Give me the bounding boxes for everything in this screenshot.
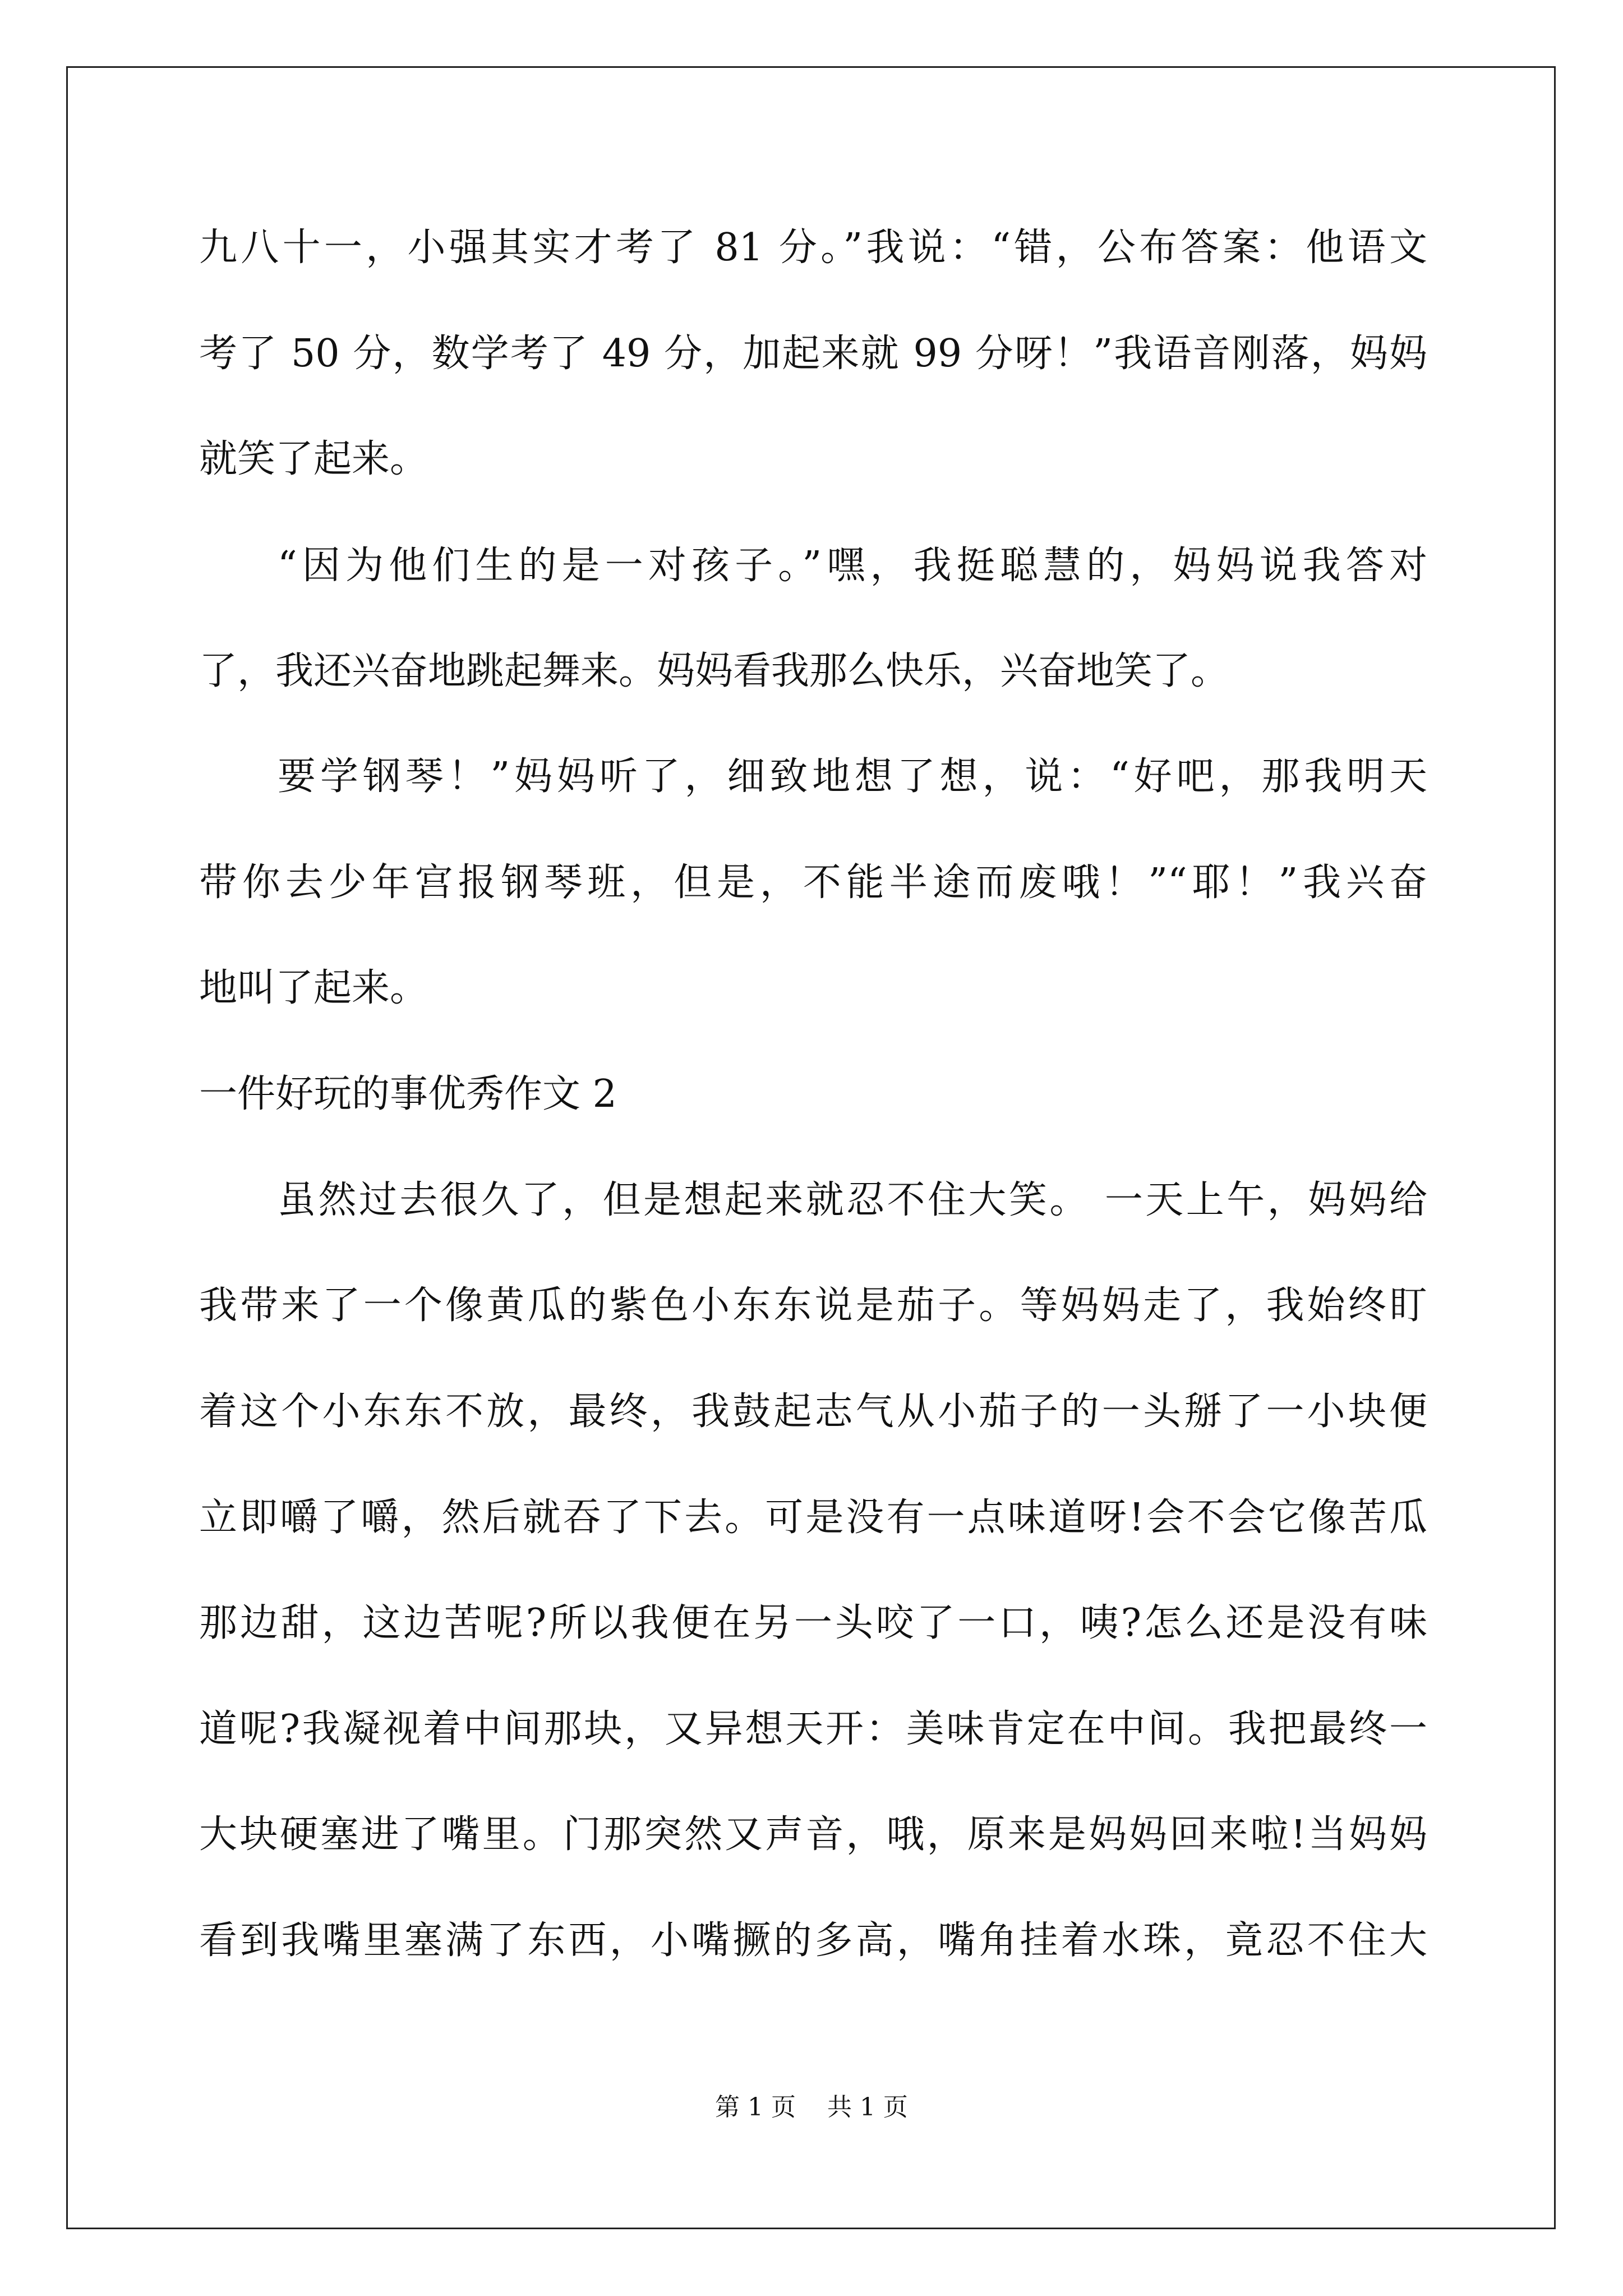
- text-line: 虽然过去很久了，但是想起来就忍不住大笑。 一天上午，妈妈给: [278, 1178, 1427, 1222]
- text-line: 看到我嘴里塞满了东西，小嘴撅的多高，嘴角挂着水珠，竟忍不住大: [199, 1918, 1427, 1963]
- text-line: 我带来了一个像黄瓜的紫色小东东说是茄子。等妈妈走了，我始终盯: [199, 1283, 1427, 1328]
- text-line: 带你去少年宫报钢琴班，但是，不能半途而废哦！”“耶！”我兴奋: [199, 861, 1427, 905]
- text-line: 大块硬塞进了嘴里。门那突然又声音，哦，原来是妈妈回来啦!当妈妈: [199, 1812, 1427, 1857]
- text-line: “因为他们生的是一对孩子。”嘿，我挺聪慧的，妈妈说我答对: [278, 544, 1427, 588]
- text-line: 了，我还兴奋地跳起舞来。妈妈看我那么快乐，兴奋地笑了。: [199, 649, 1229, 693]
- section-heading: 一件好玩的事优秀作文 2: [199, 1072, 617, 1116]
- text-line: 道呢?我凝视着中间那块，又异想天开：美味肯定在中间。我把最终一: [199, 1707, 1427, 1751]
- text-line: 就笑了起来。: [199, 437, 428, 481]
- text-line: 要学钢琴！”妈妈听了，细致地想了想，说：“好吧，那我明天: [278, 754, 1427, 799]
- page-border: [66, 66, 1556, 2229]
- text-line: 立即嚼了嚼，然后就吞了下去。可是没有一点味道呀!会不会它像苦瓜: [199, 1496, 1427, 1540]
- page-number-footer: 第 1 页 共 1 页: [715, 2093, 908, 2122]
- text-line: 地叫了起来。: [199, 966, 428, 1010]
- text-line: 考了 50 分，数学考了 49 分，加起来就 99 分呀！”我语音刚落，妈妈: [199, 332, 1427, 376]
- text-line: 九八十一，小强其实才考了 81 分。”我说：“错，公布答案：他语文: [199, 226, 1427, 270]
- text-line: 那边甜，这边苦呢?所以我便在另一头咬了一口，咦?怎么还是没有味: [199, 1601, 1427, 1645]
- text-line: 着这个小东东不放，最终，我鼓起志气从小茄子的一头掰了一小块便: [199, 1389, 1427, 1434]
